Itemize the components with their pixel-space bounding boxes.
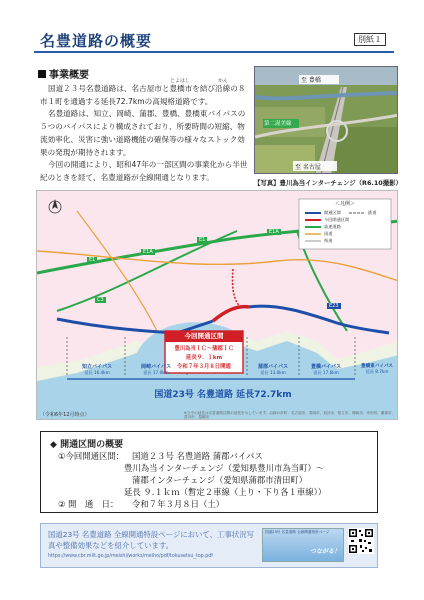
bypass-name: 岡崎バイパス: [141, 364, 171, 370]
bypass-length: 延長 17.6km: [313, 370, 339, 375]
photo-label-toyohashi: 至 豊橋: [301, 77, 321, 84]
opening-item1-label: ①今回開通区間：: [58, 451, 125, 461]
bypass-name: 豊橋東バイパス: [360, 364, 394, 369]
legend-item: 今回開通区間: [324, 217, 350, 222]
opening-callout-line: 令和７年３月８日開通: [177, 364, 231, 370]
opening-callout-line: 豊川為当ＩＣ～蒲郡ＩＣ: [174, 346, 234, 352]
qr-code-icon[interactable]: [348, 528, 374, 554]
bullet-square-icon: [38, 70, 46, 78]
legend-item: 県道: [324, 238, 333, 243]
overview-text: [40, 83, 252, 185]
opening-heading: [50, 437, 123, 450]
aerial-photo: [254, 66, 398, 174]
opening-item1-value: 国道２３号 名豊道路 蒲郡バイパス: [132, 451, 263, 461]
banner-main-text: つながる！: [309, 548, 340, 555]
bypass-label: [249, 363, 297, 376]
bypass-length: 延長 16.4km: [84, 370, 110, 375]
map-date-note: （令和6年12月時点）: [40, 412, 90, 418]
title-divider: [34, 51, 394, 53]
route-shield: E1A: [143, 249, 153, 255]
bypass-label: [69, 363, 125, 376]
bypass-length: 延長 17.0km: [143, 370, 169, 375]
map-footnote: ※文中の延長は名豊道路区間の延長を示しています。沿線の市町：名古屋市、豊明市、刈谷市、知立市、岡崎市、幸田町、蒲郡市、豊川市、豊橋市: [184, 411, 396, 419]
opening-callout-line: 延長９．１km: [185, 355, 223, 361]
overview-heading: [38, 66, 89, 81]
opening-item2-label: ② 開 通 日：: [58, 499, 119, 509]
special-page-banner[interactable]: [262, 528, 344, 562]
photo-caption: 【写真】豊川為当インターチェンジ（R6.10撮影）: [254, 179, 402, 187]
route-map-drawing: [37, 191, 398, 420]
overview-paragraph: 今回の開通により、昭和47年の一部区間の事業化から半世紀のときを経て、名豊道路が全線開通となります。: [40, 160, 248, 182]
legend-item: 国道: [324, 231, 333, 236]
bypass-length: 延長 13.0km: [260, 370, 286, 375]
opening-item2-value: 令和７年３月８日（土）: [132, 499, 225, 509]
opening-heading-text: 開通区間の概要: [60, 440, 124, 450]
opening-item1-from: 豊川為当インターチェンジ（愛知県豊川市為当町）～: [124, 463, 325, 473]
opening-callout-title: 今回開通区間: [184, 332, 224, 340]
route-map: [36, 190, 398, 420]
opening-item1-to: 蒲郡インターチェンジ（愛知県蒲郡市清田町）: [132, 475, 308, 485]
legend-item: 鉄道: [368, 210, 377, 215]
banner-title: 国道23号 名豊道路 全線開通特設ページ: [265, 530, 330, 534]
photo-label-river: 第二渥美線: [264, 121, 292, 127]
bypass-label: [299, 363, 353, 376]
opening-item1-length: 延長 ９.１ｋｍ（暫定２車線（上り・下り各１車線））: [124, 487, 327, 497]
bypass-name: 蒲郡バイパス: [258, 364, 288, 370]
footer-text: 国道23号 名豊道路 全線開通特設ページにおいて、工事状況写真や整備効果などを紹介しています。: [48, 530, 254, 550]
map-legend: [299, 200, 391, 207]
route-shield: E1: [89, 257, 96, 263]
legend-title: ＜凡例＞: [334, 201, 355, 207]
overview-heading-text: 事業概要: [49, 70, 89, 81]
bypass-name: 知立バイパス: [82, 364, 112, 370]
qr-code-graphic: [348, 528, 374, 554]
bypass-label: [127, 363, 185, 376]
bypass-length: 延長 8.7km: [365, 369, 389, 374]
bypass-label: [355, 363, 398, 375]
legend-item: 高速道路: [324, 224, 341, 229]
route-title: 国道23号 名豊道路 延長72.7km: [154, 390, 292, 400]
page-title: 名豊道路の概要: [40, 32, 153, 50]
route-shield: C3: [97, 297, 104, 303]
overview-paragraph: 名豊道路は、知立、岡崎、蒲郡、豊橋、豊橋東バイパスの５つのバイパスにより構成されており、所要時間の短縮、物流効率化、災害に強い道路機能の確保等の様々なストック効果の発現が期待されます。: [40, 109, 246, 157]
overview-paragraph: 国道２３号名豊道路は、名古屋市と豊橋市を結び沿線の８市１町を通過する延長72.7kmの高規格道路です。: [40, 84, 246, 106]
appendix-badge: 別紙１: [354, 33, 386, 46]
footer-url-link[interactable]: https://www.cbr.mlit.go.jp/meishi/works/meiho/pdf/tokusetsu_top.pdf: [48, 554, 213, 559]
route-shield: E1: [199, 237, 206, 243]
legend-item: 開通区間: [324, 210, 341, 215]
route-shield: E1A: [269, 229, 279, 235]
ruby-annotation: とよはし: [170, 78, 191, 84]
bypass-name: 豊橋バイパス: [311, 364, 341, 370]
ruby-annotation: かん: [218, 78, 229, 84]
route-shield: E23: [329, 303, 339, 309]
photo-label-nagoya: 至 名古屋: [295, 164, 321, 171]
diamond-bullet-icon: ◆: [50, 440, 57, 450]
